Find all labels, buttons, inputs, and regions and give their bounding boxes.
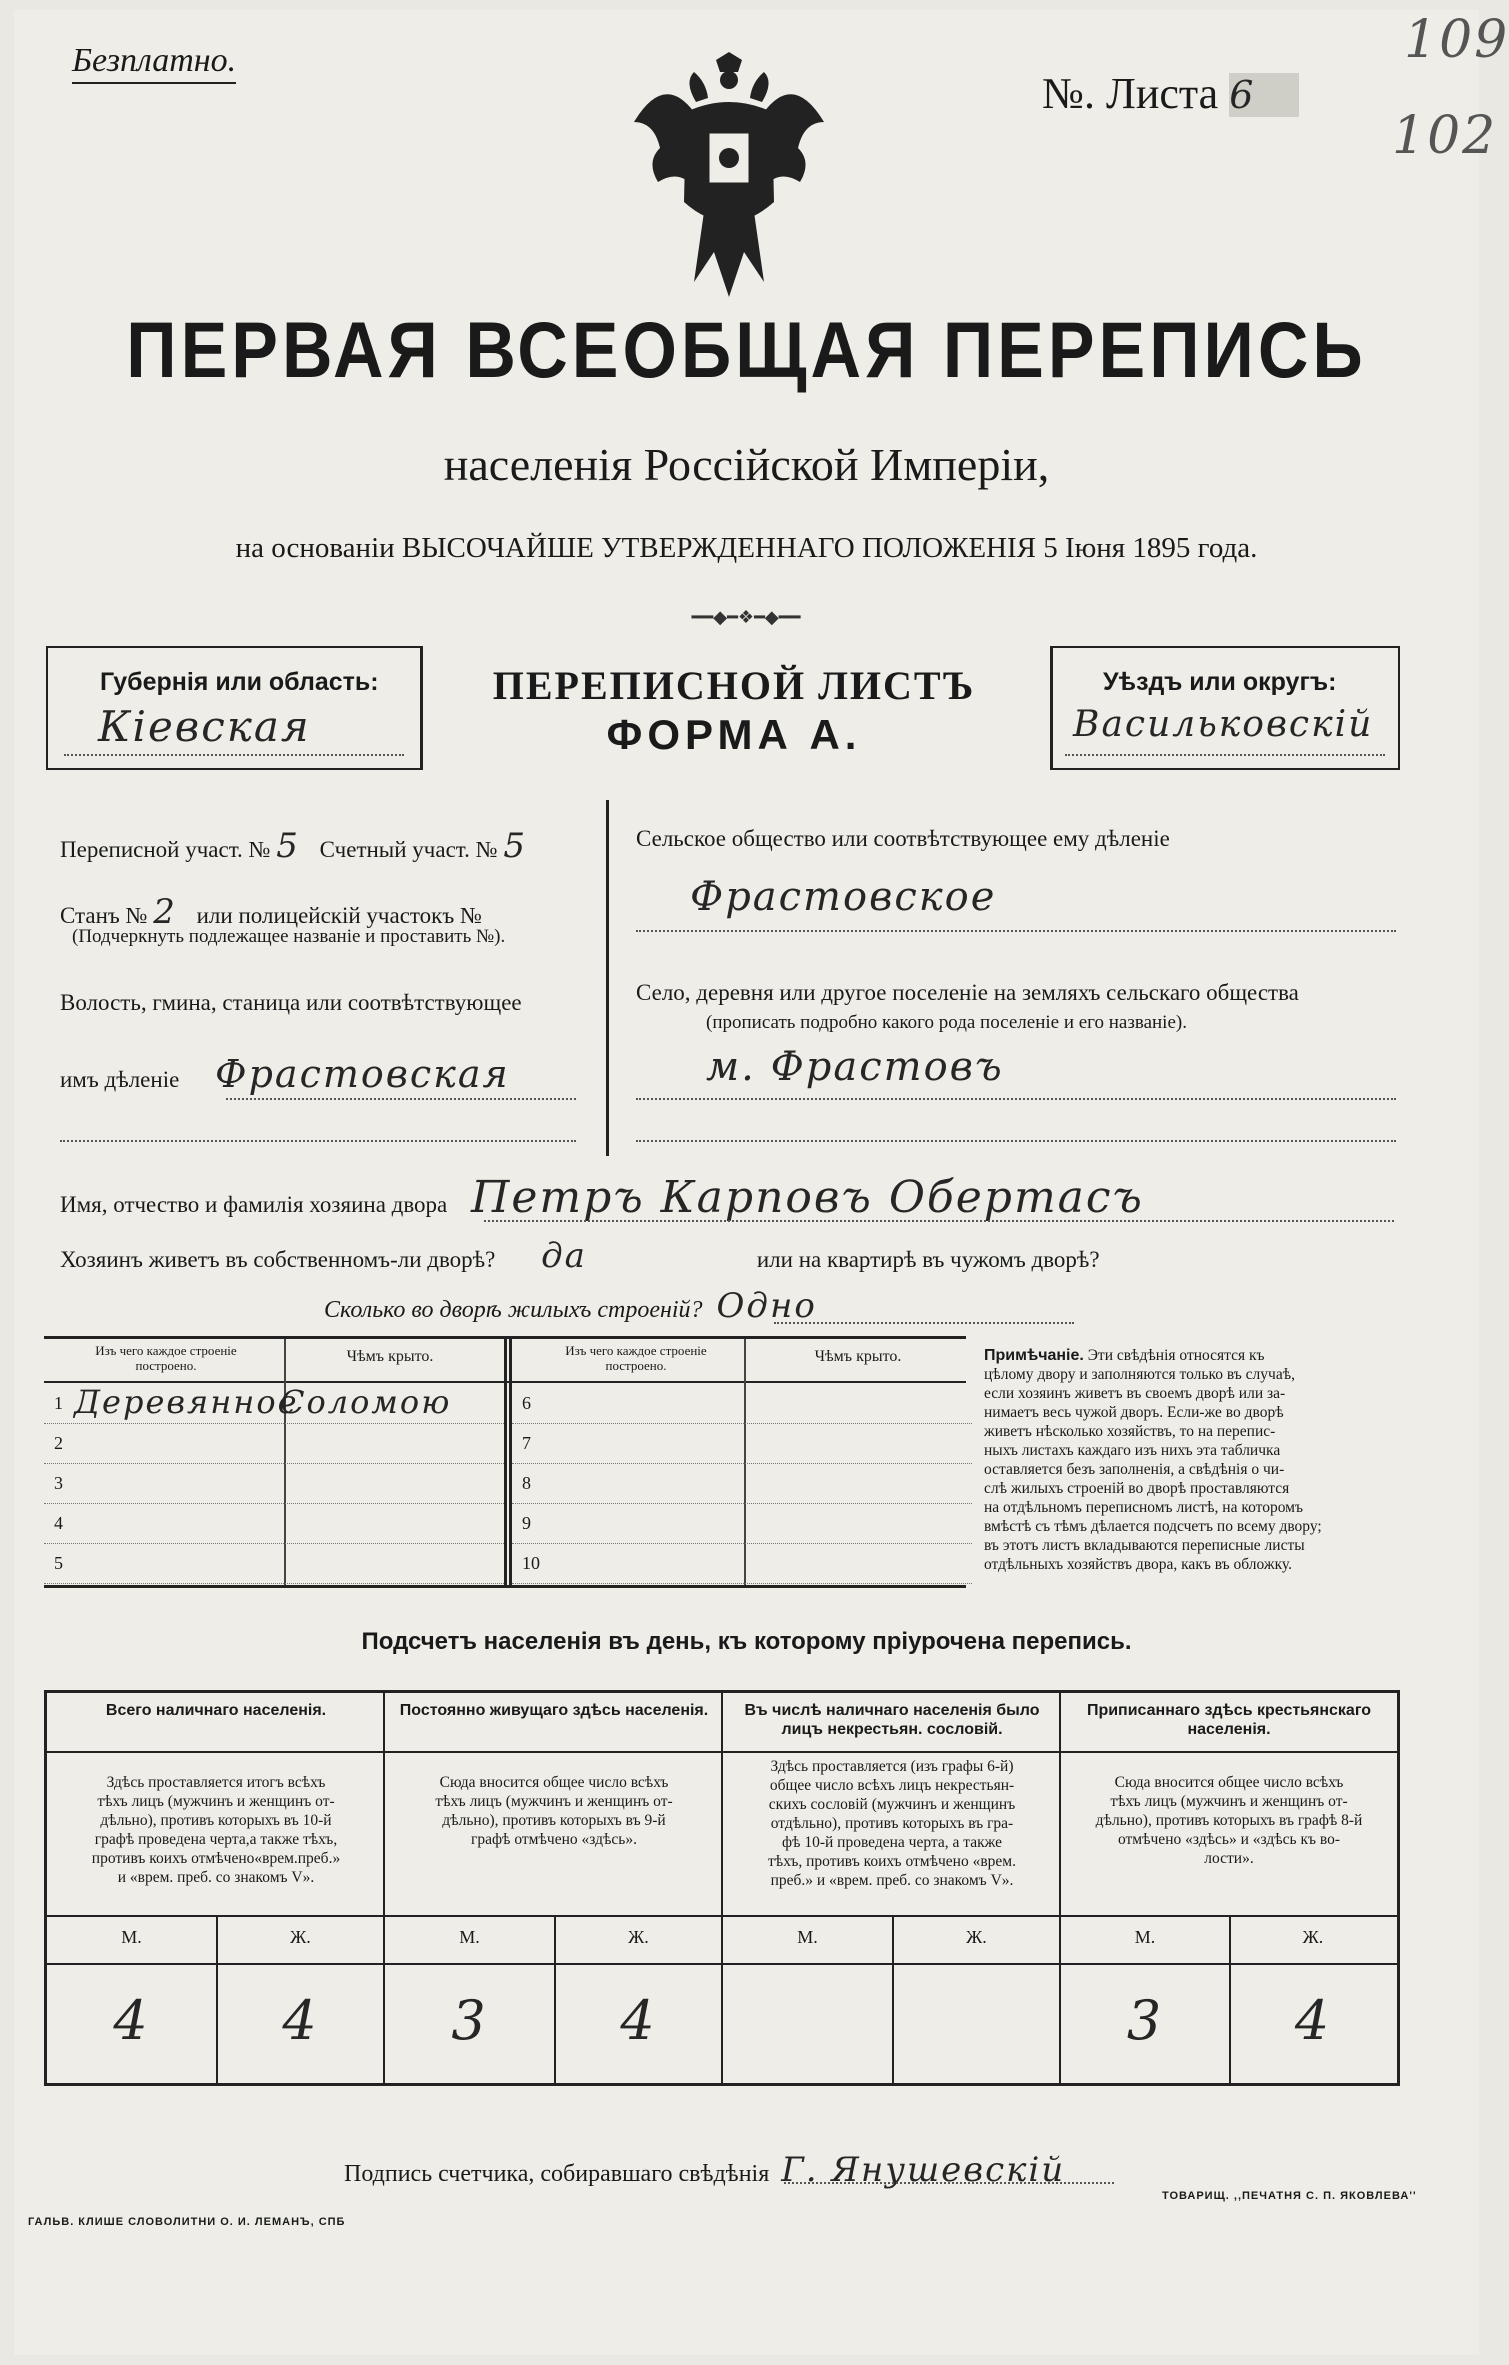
count-heading: Подсчетъ населенія въ день, къ которому пріурочена перепись.	[361, 1628, 1132, 1655]
note-line: отдѣльныхъ хозяйствъ двора, какъ въ обложку.	[984, 1556, 1293, 1573]
male-count: 4	[113, 1989, 150, 2052]
male-column-label: М.	[121, 1927, 142, 1947]
building-row-number: 6	[522, 1393, 531, 1413]
schet-uchastok-label: Счетный участ. №	[319, 837, 498, 862]
archive-number-2: 102	[1392, 106, 1498, 166]
count-description-line: отмѣчено «здѣсь» и «здѣсь къ во-	[1117, 1831, 1341, 1848]
count-description-line: дѣльно), противъ которыхъ въ 10-й	[100, 1812, 332, 1829]
building-row-number: 8	[522, 1473, 531, 1493]
count-description-line: тѣхъ лицъ (мужчинъ и женщинъ от-	[1110, 1793, 1348, 1810]
female-column-label: Ж.	[966, 1927, 987, 1947]
building-material: Деревянное	[74, 1383, 299, 1421]
buildings-count-row	[324, 1286, 817, 1326]
signature-label: Подпись счетчика, собиравшаго свѣдѣнія	[344, 2161, 770, 2187]
count-description-line: тѣхъ лицъ (мужчинъ и женщинъ от-	[435, 1793, 673, 1810]
count-description-line: графѣ проведена черта,а также тѣхъ,	[94, 1831, 338, 1848]
schet-uchastok-value: 5	[503, 826, 527, 866]
imperial-eagle-emblem	[624, 52, 834, 302]
building-row-9	[512, 1503, 972, 1544]
subtitle: населенія Россійской Имперіи,	[443, 439, 1050, 490]
ornament: ━━◆━❖━◆━━	[691, 607, 801, 627]
note-line: въ этотъ листъ вкладываются переписные листы	[984, 1537, 1305, 1554]
count-group-description	[729, 1757, 1055, 1890]
note-line: слѣ жилыхъ строеній во дворѣ проставляются	[984, 1480, 1290, 1497]
form-subtitle: ФОРМА А.	[606, 711, 862, 758]
count-description-line: тѣхъ лицъ (мужчинъ и женщинъ от-	[97, 1793, 335, 1810]
count-table	[44, 1690, 1400, 2086]
building-row-4	[44, 1503, 504, 1544]
sheet-number-value: 6	[1229, 73, 1299, 117]
sheet-number-label: №. Листа	[1042, 69, 1219, 118]
perepis-uchastok-label: Переписной участ. №	[60, 837, 271, 862]
note-line: цѣлому двору и заполняются только въ случаѣ,	[984, 1366, 1295, 1383]
buildings-count-value: Одно	[716, 1286, 817, 1326]
note-line: нимаетъ весь чужой дворъ. Если-же во дворѣ	[984, 1404, 1284, 1421]
stan-label: Станъ №	[60, 903, 148, 928]
village-label: Село, деревня или другое поселеніе на земляхъ сельскаго общества	[636, 980, 1299, 1005]
count-group-4	[1061, 1693, 1397, 2083]
count-description-line: общее число всѣхъ лицъ некрестьян-	[769, 1777, 1015, 1794]
female-count: 4	[620, 1989, 657, 2052]
decree-line: на основаніи ВЫСОЧАЙШЕ УТВЕРЖДЕННАГО ПОЛОЖЕНІЯ 5 Іюня 1895 года.	[235, 532, 1258, 564]
gubernia-label: Губернія или область:	[100, 668, 379, 696]
owner-name-value: Петръ Карповъ Обертасъ	[471, 1172, 1144, 1223]
building-row-number: 3	[54, 1473, 63, 1493]
count-description-line: Сюда вносится общее число всѣхъ	[1114, 1774, 1344, 1791]
count-group-2	[385, 1693, 723, 2083]
count-description-line: лости».	[1204, 1850, 1254, 1867]
note-line: на отдѣльномъ переписномъ листѣ, на которомъ	[984, 1499, 1303, 1516]
volost-label-2: имъ дѣленіе	[60, 1067, 180, 1092]
count-description-line: дѣльно), противъ которыхъ въ графѣ 8-й	[1095, 1812, 1363, 1829]
signature-value: Г. Янушевскій	[781, 2150, 1066, 2190]
left-info-block	[46, 800, 609, 1156]
uezd-box	[1050, 646, 1400, 770]
building-row-number: 7	[522, 1433, 531, 1453]
imprint-left: ГАЛЬВ. КЛИШЕ СЛОВОЛИТНИ О. И. ЛЕМАНЪ, СПБ	[28, 2216, 346, 2228]
count-group-description	[391, 1773, 717, 1849]
material-header-right: Изъ чего каждое строеніе построено.	[565, 1343, 707, 1373]
building-row-number: 2	[54, 1433, 63, 1453]
male-count: 3	[1126, 1989, 1164, 2052]
census-sheet	[14, 10, 1509, 2355]
count-group-title: Приписаннаго здѣсь крестьянскаго населенія.	[1086, 1702, 1372, 1738]
building-row-number: 4	[54, 1513, 63, 1533]
own-yard-row	[60, 1236, 1400, 1276]
underline-note: (Подчеркнуть подлежащее названіе и проставить №).	[72, 926, 506, 947]
stan-value: 2	[153, 892, 177, 932]
volost-value: Фрастовская	[215, 1052, 510, 1096]
sheet-number	[1042, 68, 1299, 119]
male-count: 3	[451, 1989, 488, 2052]
buildings-table	[44, 1336, 966, 1588]
own-yard-label: Хозяинъ живетъ въ собственномъ-ли дворѣ?	[60, 1247, 496, 1272]
building-row-3	[44, 1463, 504, 1504]
form-title-block	[424, 646, 1044, 766]
count-group-title: Всего наличнаго населенія.	[105, 1702, 327, 1719]
female-column-label: Ж.	[290, 1927, 311, 1947]
material-header-left: Изъ чего каждое строеніе построено.	[95, 1343, 237, 1373]
count-group-3	[723, 1693, 1061, 2083]
count-group-description	[53, 1773, 379, 1887]
female-column-label: Ж.	[1302, 1927, 1324, 1947]
building-row-number: 9	[522, 1513, 531, 1533]
society-label: Сельское общество или соотвѣтствующее ему дѣленіе	[636, 826, 1170, 851]
count-description-line: тѣхъ, противъ коихъ отмѣчено «врем.	[768, 1853, 1016, 1870]
count-description-line: дѣльно), противъ которыхъ въ 9-й	[442, 1812, 666, 1829]
count-description-line: графѣ отмѣчено «здѣсь».	[471, 1831, 637, 1848]
owner-name-row	[60, 1172, 1400, 1223]
count-description-line: противъ коихъ отмѣчено«врем.преб.»	[91, 1850, 341, 1867]
gubernia-value: Кіевская	[98, 702, 311, 751]
uezd-value: Васильковскій	[1073, 704, 1374, 745]
form-title: ПЕРЕПИСНОЙ ЛИСТЪ	[492, 663, 976, 708]
right-info-block	[626, 800, 1402, 1156]
village-note: (прописать подробно какого рода поселеніе и его названіе).	[706, 1012, 1187, 1033]
village-value: м. Фрастовъ	[706, 1044, 1004, 1090]
roof-header-right: Чѣмъ крыто.	[814, 1348, 902, 1365]
count-description-line: преб.» и «врем. преб. со знакомъ V».	[770, 1872, 1014, 1889]
count-description-line: фѣ 10-й проведена черта, а также	[781, 1834, 1002, 1851]
note-line: вмѣстѣ съ тѣмъ дѣлается подсчетъ по всему двору;	[984, 1518, 1322, 1535]
building-row-2	[44, 1423, 504, 1464]
male-column-label: М.	[797, 1927, 818, 1947]
perepis-uchastok-value: 5	[276, 826, 300, 866]
count-group-1	[47, 1693, 385, 2083]
main-title: ПЕРВАЯ ВСЕОБЩАЯ ПЕРЕПИСЬ	[126, 306, 1367, 394]
buildings-count-label: Сколько во дворѣ жилыхъ строеній?	[324, 1297, 703, 1323]
count-description-line: Здѣсь проставляется итогъ всѣхъ	[106, 1774, 326, 1791]
building-row-5	[44, 1543, 504, 1584]
police-uchastok-label: или полицейскій участокъ №	[196, 903, 482, 928]
building-row-1	[44, 1383, 504, 1424]
building-row-number: 1	[54, 1393, 63, 1413]
female-column-label: Ж.	[628, 1927, 649, 1947]
building-row-7	[512, 1423, 972, 1464]
count-description-line: отдѣльно), противъ которыхъ въ гра-	[770, 1815, 1014, 1832]
imprint-right: ТОВАРИЩ. ,,ПЕЧАТНЯ С. П. ЯКОВЛЕВА''	[1162, 2190, 1417, 2202]
building-roof: Соломою	[280, 1383, 452, 1421]
count-description-line: Здѣсь проставляется (изъ графы 6-й)	[770, 1758, 1014, 1775]
free-label: Безплатно.	[72, 42, 236, 84]
count-group-title: Постоянно живущаго здѣсь населенія.	[399, 1702, 709, 1719]
building-row-6	[512, 1383, 972, 1424]
count-description-line: и «врем. преб. со знакомъ V».	[117, 1869, 315, 1886]
note-line: ныхъ листахъ каждаго изъ нихъ эта табличка	[984, 1442, 1281, 1459]
count-group-title: Въ числѣ наличнаго населенія было лицъ некрестьян. сословій.	[744, 1702, 1040, 1738]
society-value: Фрастовское	[690, 874, 997, 920]
building-row-10	[512, 1543, 972, 1584]
male-column-label: М.	[459, 1927, 480, 1947]
count-description-line: Сюда вносится общее число всѣхъ	[439, 1774, 669, 1791]
note-block	[984, 1346, 1408, 1574]
signature-row	[344, 2150, 1065, 2190]
owner-name-label: Имя, отчество и фамилія хозяина двора	[60, 1192, 448, 1217]
uezd-label: Уѣздъ или округъ:	[1103, 668, 1337, 696]
note-line: оставляется безъ заполненія, а свѣдѣнія о чи-	[984, 1461, 1285, 1478]
count-description-line: скихъ сословій (мужчинъ и женщинъ	[768, 1796, 1016, 1813]
volost-label: Волость, гмина, станица или соотвѣтствующее	[60, 990, 522, 1015]
note-line: живетъ нѣсколько хозяйствъ, то на перепис-	[984, 1423, 1276, 1440]
gubernia-box	[46, 646, 423, 770]
roof-header-left: Чѣмъ крыто.	[346, 1348, 434, 1365]
building-row-number: 10	[522, 1553, 540, 1573]
male-column-label: М.	[1134, 1927, 1156, 1947]
female-count: 4	[282, 1989, 319, 2052]
building-row-number: 5	[54, 1553, 63, 1573]
note-line: если хозяинъ живетъ въ своемъ дворѣ или за-	[984, 1385, 1286, 1402]
note-label: Примѣчаніе.	[984, 1347, 1084, 1364]
rented-label: или на квартирѣ въ чужомъ дворѣ?	[756, 1247, 1100, 1272]
female-count: 4	[1294, 1989, 1332, 2052]
count-group-description	[1067, 1773, 1391, 1868]
archive-number-1: 109	[1404, 10, 1509, 70]
note-line-0: Эти свѣдѣнія относятся къ	[1087, 1347, 1265, 1364]
own-yard-value: да	[541, 1236, 587, 1276]
building-row-8	[512, 1463, 972, 1504]
